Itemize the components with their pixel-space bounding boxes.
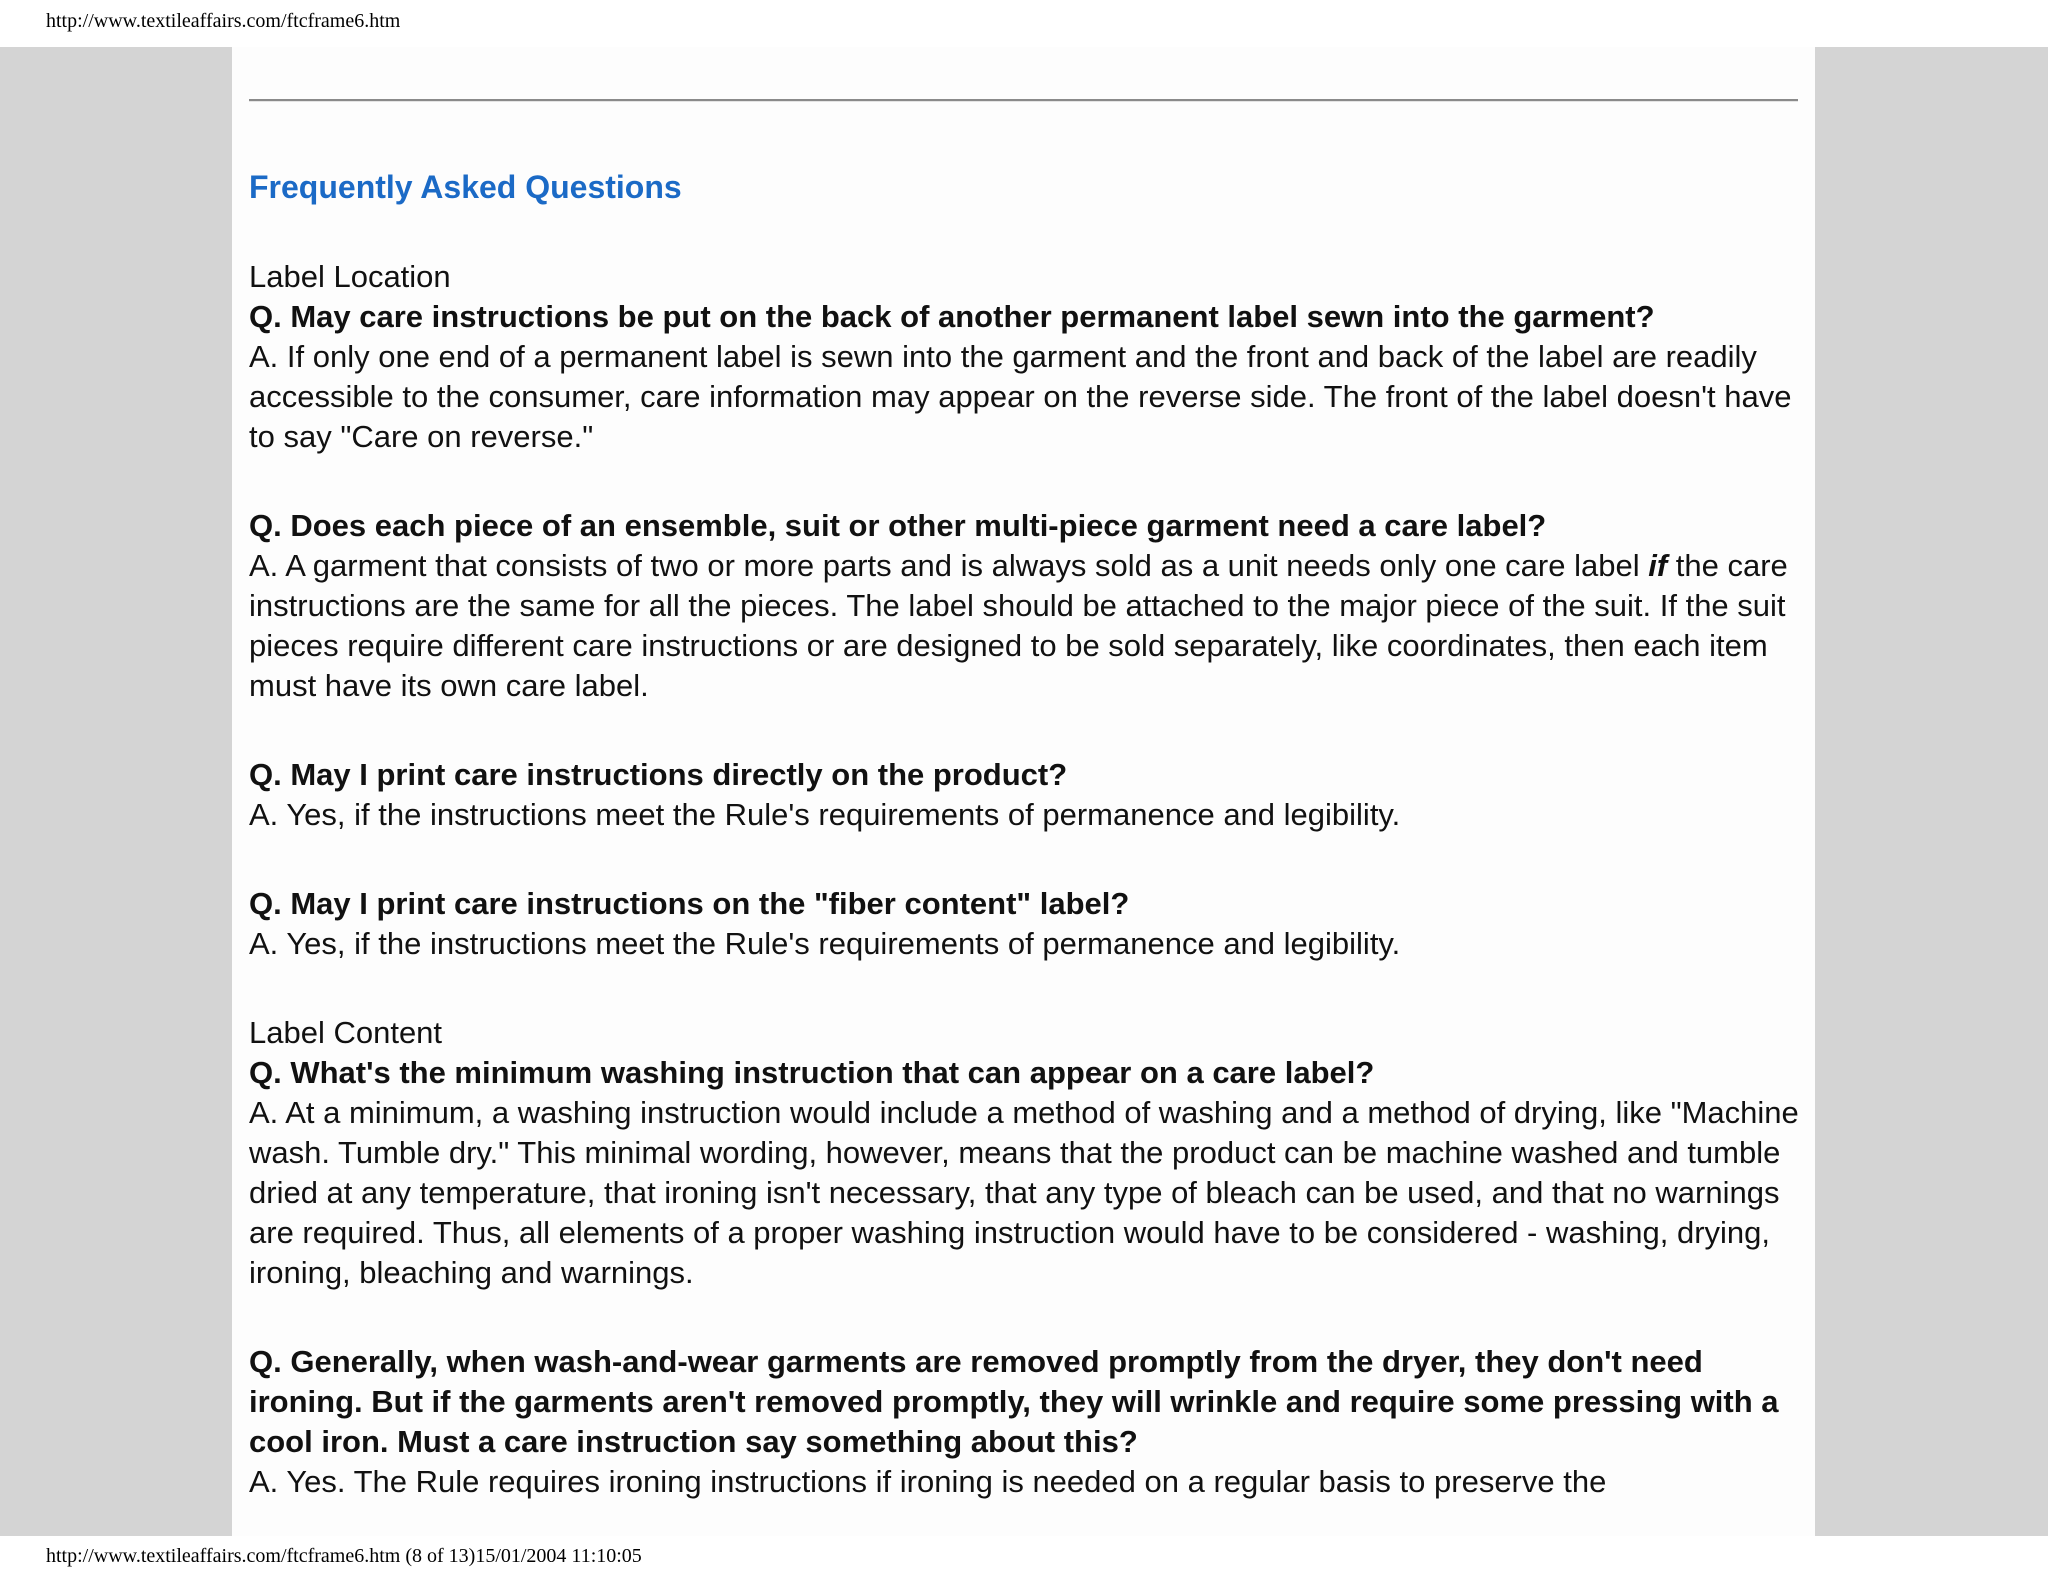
faq-answer: A. Yes. The Rule requires ironing instructions if ironing is needed on a regular basis to preserve the <box>249 1464 1607 1499</box>
print-footer: http://www.textileaffairs.com/ftcframe6.htm (8 of 13)15/01/2004 11:10:05 <box>46 1545 642 1567</box>
section-label-location: Label Location <box>249 259 451 294</box>
answer-emphasis: if <box>1648 548 1668 583</box>
faq-answer <box>249 546 1804 706</box>
faq-content <box>249 167 1804 1536</box>
faq-question: Q. What's the minimum washing instruction that can appear on a care label? <box>249 1055 1375 1090</box>
faq-question: Q. Does each piece of an ensemble, suit or other multi-piece garment need a care label? <box>249 508 1547 543</box>
faq-question: Q. May I print care instructions directly on the product? <box>249 757 1068 792</box>
content-panel <box>232 47 1815 1536</box>
faq-item <box>249 755 1804 835</box>
faq-item <box>249 297 1804 457</box>
right-margin-panel <box>1815 47 2048 1536</box>
answer-text: A. A garment that consists of two or more parts and is always sold as a unit needs only one care label <box>249 548 1649 583</box>
left-margin-panel <box>0 47 232 1536</box>
faq-item <box>249 506 1804 706</box>
faq-answer: A. If only one end of a permanent label is sewn into the garment and the front and back of the label are readily accessible to the consumer, care information may appear on the reverse side. The front of the label doesn't have to say "Care on reverse." <box>249 339 1792 454</box>
horizontal-rule <box>249 99 1798 102</box>
print-header-url: http://www.textileaffairs.com/ftcframe6.htm <box>46 10 401 32</box>
answer-text: the care instructions are the same for all the pieces. The label should be attached to the major piece of the suit. If the suit pieces require different care instructions or are designed to be sold separately, like coordinates, then each item must have its own care label. <box>249 548 1788 703</box>
faq-item <box>249 884 1804 964</box>
faq-answer: A. Yes, if the instructions meet the Rule's requirements of permanence and legibility. <box>249 797 1401 832</box>
faq-answer: A. Yes, if the instructions meet the Rule's requirements of permanence and legibility. <box>249 926 1401 961</box>
page-title: Frequently Asked Questions <box>249 169 682 205</box>
faq-item <box>249 1342 1804 1502</box>
faq-question: Q. May I print care instructions on the "fiber content" label? <box>249 886 1130 921</box>
faq-item <box>249 1053 1804 1293</box>
faq-question: Q. Generally, when wash-and-wear garments are removed promptly from the dryer, they don't need ironing. But if the garments aren't removed promptly, they will wrinkle and require some pressing with a cool iron. Must a care instruction say something about this? <box>249 1344 1779 1459</box>
section-label-content: Label Content <box>249 1015 443 1050</box>
faq-answer: A. At a minimum, a washing instruction would include a method of washing and a method of drying, like "Machine wash. Tumble dry." This minimal wording, however, means that the product can be machine washed and tumble dried at any temperature, that ironing isn't necessary, that any type of bleach can be used, and that no warnings are required. Thus, all elements of a proper washing instruction would have to be considered - washing, drying, ironing, bleaching and warnings. <box>249 1095 1799 1290</box>
faq-question: Q. May care instructions be put on the back of another permanent label sewn into the garment? <box>249 299 1655 334</box>
